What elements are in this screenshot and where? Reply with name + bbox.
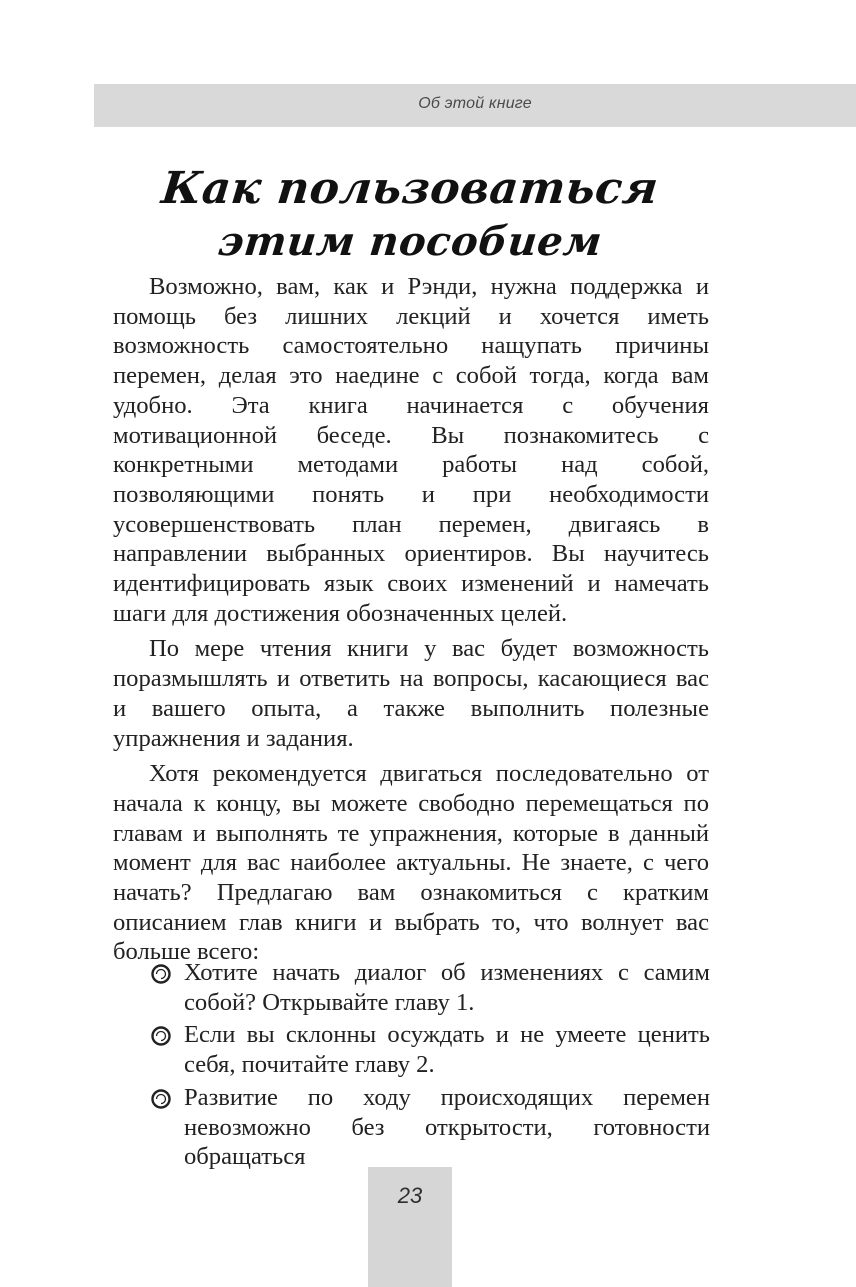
- list-item-text: Если вы склонны осуждать и не умеете ценить себя, почитайте главу 2.: [184, 1021, 710, 1079]
- page-number-tab: [368, 1167, 452, 1287]
- paragraph: Возможно, вам, как и Рэнди, нужна поддержка и помощь без лишних лекций и хочется иметь возможность самостоятельно нащупать причины перемен, делая это наедине с собой тогда, когда вам удобно. Эта книга начинается с обучения мотивационной беседе. Вы познакомитесь с конкретными методами работы над собой, позволяющими понять и при необходимости усовершенствовать план перемен, двигаясь в направлении выбранных ориентиров. Вы научитесь идентифицировать язык своих изменений и намечать шаги для достижения обозначенных целей.: [113, 273, 709, 627]
- running-header: [94, 84, 856, 127]
- list-item: [150, 958, 710, 1017]
- list-item-text: Развитие по ходу происходящих перемен невозможно без открытости, готовности обращаться: [184, 1083, 710, 1171]
- chapter-guide-list: [150, 958, 710, 1175]
- list-item-text: Хотите начать диалог об изменениях с самим собой? Открывайте главу 1.: [184, 959, 710, 1016]
- circle-swirl-icon: [150, 1088, 172, 1110]
- paragraph: По мере чтения книги у вас будет возможность поразмышлять и ответить на вопросы, касающиеся вас и вашего опыта, а также выполнить полезные упражнения и задания.: [113, 635, 709, 752]
- paragraph: Хотя рекомендуется двигаться последовательно от начала к концу, вы можете свободно перемещаться по главам и выполнять те упражнения, которые в данный момент для вас наиболее актуальны. Не знаете, с чего начать? Предлагаю вам ознакомиться с кратким описанием глав книги и выбрать то, что волнует вас больше всего:: [113, 760, 709, 966]
- chapter-title-line-1: Как пользоваться: [159, 163, 661, 214]
- circle-swirl-icon: [150, 1025, 172, 1047]
- circle-swirl-icon: [150, 963, 172, 985]
- list-item: [150, 1083, 710, 1172]
- body-text: [113, 272, 709, 973]
- running-header-title: Об этой книге: [418, 95, 532, 112]
- list-item: [150, 1020, 710, 1079]
- page-number: 23: [397, 1183, 423, 1208]
- chapter-title-line-2: этим пособием: [215, 218, 605, 265]
